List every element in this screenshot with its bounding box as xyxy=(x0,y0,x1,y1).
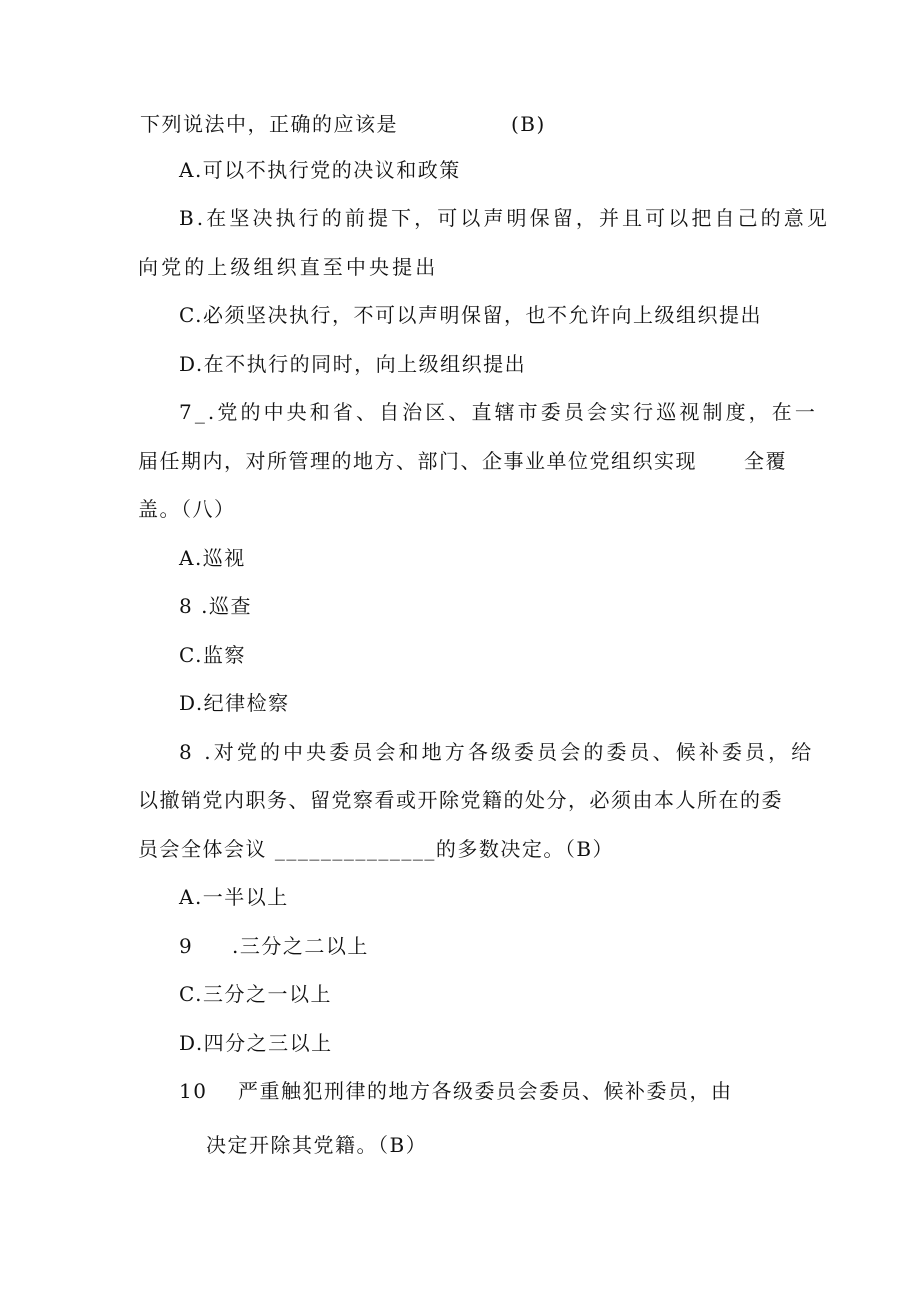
q6-option-a: A.可以不执行党的决议和政策 xyxy=(179,158,461,182)
q8-option-b: .三分之二以上 xyxy=(232,934,369,958)
q8-option-d: D.四分之三以上 xyxy=(179,1031,333,1055)
q6-option-b-cont: 向党的上级组织直至中央提出 xyxy=(138,255,439,279)
q8-stem-line1: 8 .对党的中央委员会和地方各级委员会的委员、候补委员，给 xyxy=(179,740,815,764)
q6-stem-text: 下列说法中，正确的应该是 xyxy=(140,112,398,136)
q7-option-b: 8 .巡查 xyxy=(179,594,252,618)
q10-stem: 严重触犯刑律的地方各级委员会委员、候补委员，由 xyxy=(238,1079,733,1103)
q7-stem-line3: 盖。（八） xyxy=(138,497,236,521)
q7-stem-line1: 7_.党的中央和省、自治区、直辖市委员会实行巡视制度，在一 xyxy=(179,400,818,424)
q8-option-c: C.三分之一以上 xyxy=(179,982,332,1006)
q8-stem-line2: 以撤销党内职务、留党察看或开除党籍的处分，必须由本人所在的委 xyxy=(138,788,783,812)
q8-option-b-number: 9 xyxy=(179,934,194,958)
q7-option-d: D.纪律检察 xyxy=(179,691,290,715)
q7-stem-line2-tail: 全覆 xyxy=(744,449,787,473)
q8-option-a: A.一半以上 xyxy=(179,885,289,909)
q6-option-b: B.在坚决执行的前提下，可以声明保留，并且可以把自己的意见 xyxy=(179,206,830,230)
q6-option-c: C.必须坚决执行，不可以声明保留，也不允许向上级组织提出 xyxy=(179,303,762,327)
q6-stem xyxy=(140,112,398,136)
q10-stem-line2: 决定开除其党籍。（B） xyxy=(206,1133,428,1157)
q6-answer: (B) xyxy=(511,112,546,136)
q8-stem-line3: 员会全体会议 ______________的多数决定。（B） xyxy=(138,837,615,861)
q7-option-a: A.巡视 xyxy=(179,546,246,570)
q10-number: 10 xyxy=(179,1079,208,1103)
q6-option-d: D.在不执行的同时，向上级组织提出 xyxy=(179,352,527,376)
q7-option-c: C.监察 xyxy=(179,643,246,667)
q7-stem-line2: 届任期内，对所管理的地方、部门、企事业单位党组织实现 xyxy=(138,449,697,473)
